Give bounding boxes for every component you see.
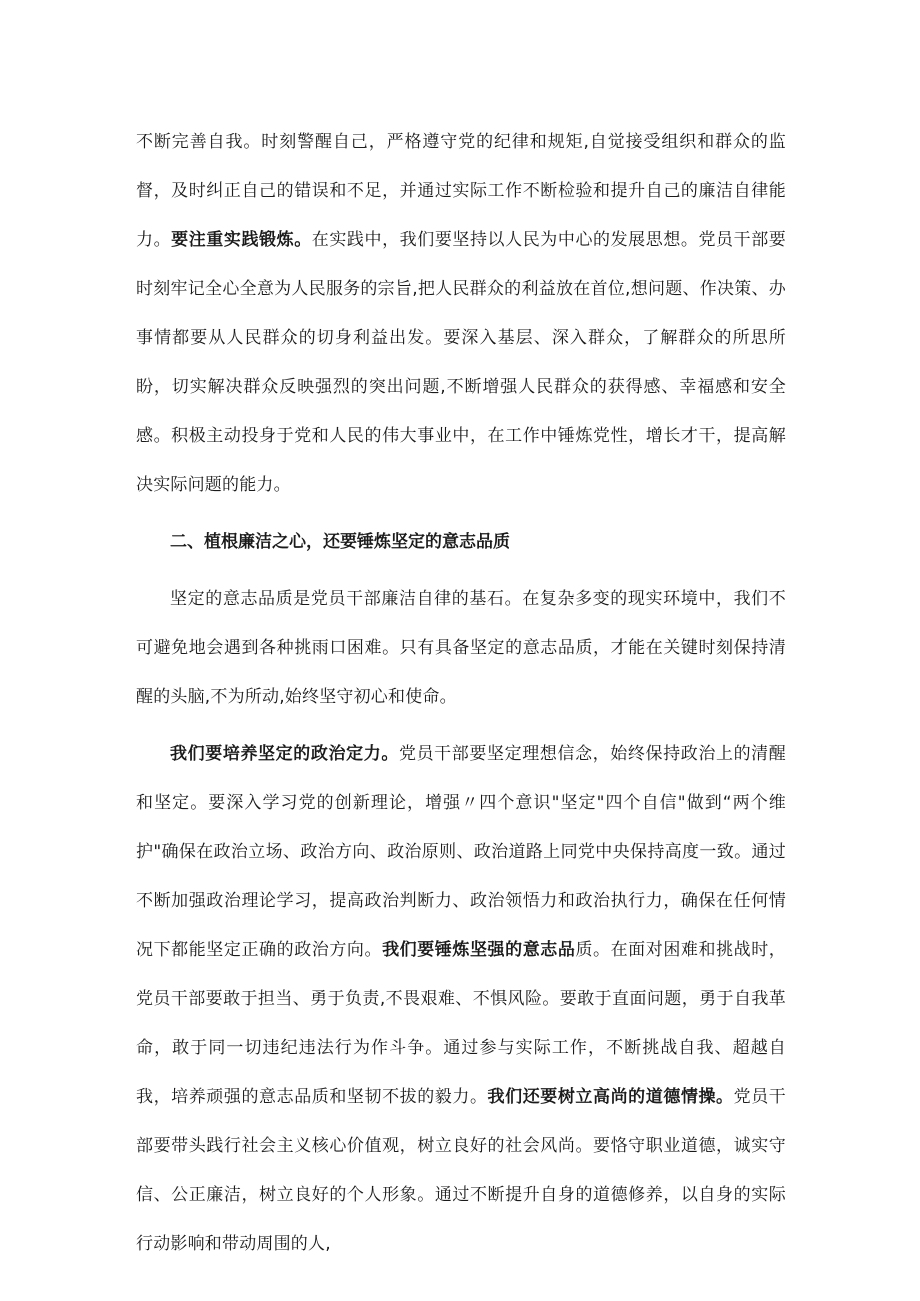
paragraph-willpower-intro: 坚定的意志品质是党员干部廉洁自律的基石。在复杂多变的现实环境中，我们不可避免地会遇到各种挑雨口困难。只有具备坚定的意志品质，才能在关键时刻保持清醒的头脑,不为所动,始终坚守初心和使命。 [136,589,786,707]
paragraph-political-resolve-bold-2: 我们要锤炼坚强的意志品 [382,940,576,960]
document-page [136,118,786,1269]
paragraph-political-resolve-text-3: 党员干部要带头践行社会主义核心价值观，树立良好的社会风尚。要恪守职业道德，诚实守信、公正廉洁，树立良好的个人形象。通过不断提升自身的道德修养，以自身的实际行动影响和带动周围的人, [136,1087,786,1254]
paragraph-political-resolve-bold-3: 我们还要树立高尚的道德情操。 [487,1087,734,1107]
section-heading: 二、植根廉洁之心，还要锤炼坚定的意志品质 [170,532,510,552]
paragraph-practice [136,118,786,510]
paragraph-political-resolve-bold-1: 我们要培养坚定的政治定力。 [170,744,399,764]
paragraph-practice-text-2: 在实践中，我们要坚持以人民为中心的发展思想。党员干部要时刻牢记全心全意为人民服务的宗旨,把人民群众的利益放在首位,想问题、作决策、办事情都要从人民群众的切身利益出发。要深入基层、深入群众，了解群众的所思所盼，切实解决群众反映强烈的突出问题,不断增强人民群众的获得感、幸福感和安全感。积极主动投身于党和人民的伟大事业中，在工作中锤炼党性，增长才干，提高解决实际问题的能力。 [136,230,786,495]
paragraph-political-resolve-text-2: 质。在面对困难和挑战时，党员干部要敢于担当、勇于负责,不畏艰难、不惧风险。要敢于直面问题，勇于自我革命，敢于同一切违纪违法行为作斗争。通过参与实际工作，不断挑战自我、超越自我，培养顽强的意志品质和坚韧不拔的毅力。 [136,940,787,1107]
paragraph-practice-bold-1: 要注重实践锻炼。 [171,230,312,250]
paragraph-political-resolve-text-1: 党员干部要坚定理想信念，始终保持政治上的清醒和坚定。要深入学习党的创新理论，增强〃四个意识"坚定"四个自信"做到“两个维护"确保在政治立场、政治方向、政治原则、政治道路上同党中央保持高度一致。通过不断加强政治理论学习，提高政治判断力、政治领悟力和政治执行力，确保在任何情况下都能坚定正确的政治方向。 [136,744,786,960]
paragraph-practice-text-1: 不断完善自我。时刻警醒自己，严格遵守党的纪律和规矩,自觉接受组织和群众的监督，及时纠正自己的错误和不足，并通过实际工作不断检验和提升自己的廉洁自律能力。 [136,132,786,250]
paragraph-political-resolve [136,730,786,1269]
